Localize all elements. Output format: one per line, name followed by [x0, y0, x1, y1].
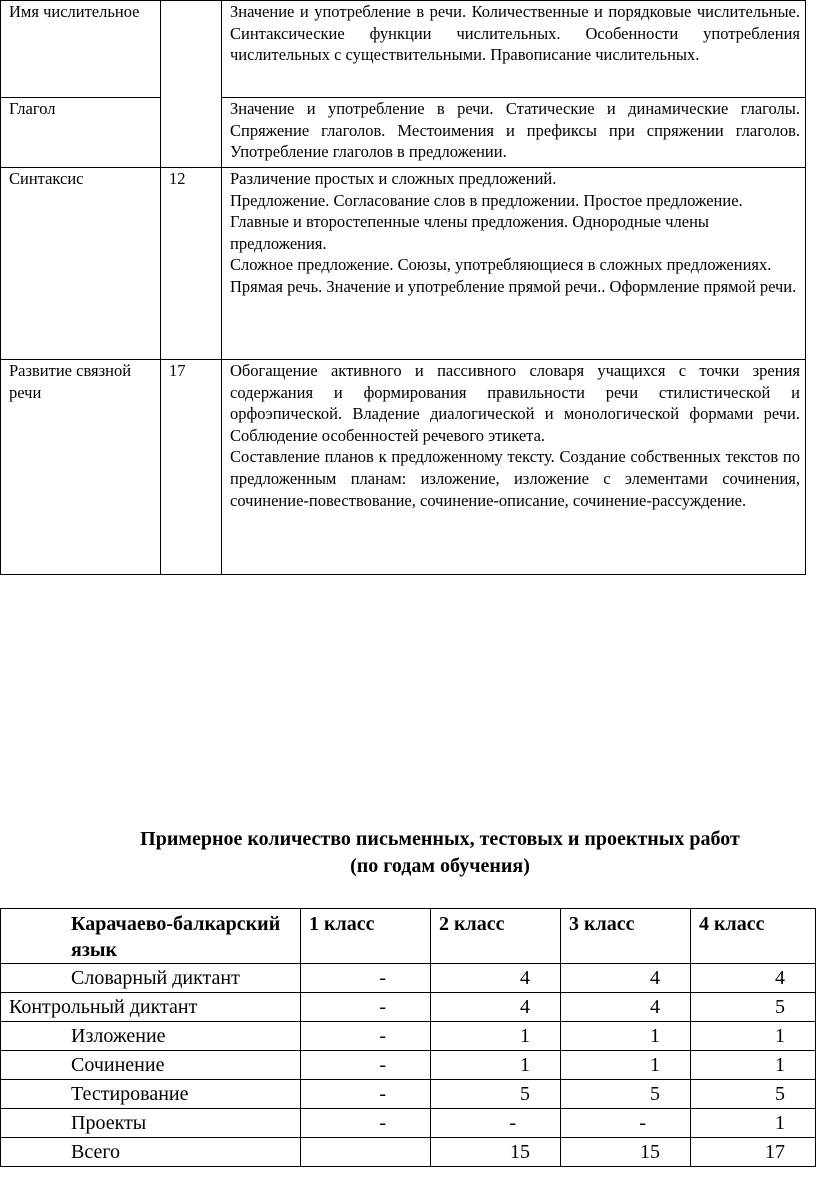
table-cell: 1 [691, 1051, 816, 1080]
content-paragraph: Прямая речь. Значение и употребление прямой речи.. Оформление прямой речи. [230, 276, 797, 296]
topic-cell: Синтаксис [1, 168, 161, 360]
table-cell: 1 [561, 1022, 691, 1051]
topic-cell: Глагол [1, 98, 161, 168]
works-table [0, 908, 816, 1167]
table-cell: 17 [691, 1138, 816, 1167]
row-label: Сочинение [1, 1051, 301, 1080]
heading-line: Примерное количество письменных, тестовых и проектных работ [140, 828, 740, 850]
content-paragraph: Обогащение активного и пассивного словаря учащихся с точки зрения содержания и формирования правильности речи стилистической и орфоэпической. Владение диалогической и монологической формами речи. Соблюдение особенностей речевого этикета. [230, 361, 800, 445]
row-label: Всего [1, 1138, 301, 1167]
table-cell: - [301, 964, 431, 993]
table-cell: 4 [561, 964, 691, 993]
table-row [1, 1109, 816, 1138]
table-cell: 1 [431, 1051, 561, 1080]
topic-cell: Развитие связной речи [1, 360, 161, 575]
table-row [1, 360, 806, 575]
table-row [1, 993, 816, 1022]
column-header: 3 класс [561, 909, 691, 964]
table-cell: 15 [561, 1138, 691, 1167]
column-header: 4 класс [691, 909, 816, 964]
hours-cell [161, 1, 222, 168]
table-row [1, 1080, 816, 1109]
column-header-label: Карачаево-балкарский язык [71, 913, 281, 961]
table-cell: 4 [691, 964, 816, 993]
content-paragraph: Сложное предложение. Союзы, употребляющиеся в сложных предложениях. [230, 255, 772, 275]
table-cell: - [431, 1109, 561, 1138]
content-paragraph: Значение и употребление в речи. Количественные и порядковые числительные. Синтаксические функции числительных. Особенности употребления числительных с существительными. Правописание числительных. [230, 2, 800, 65]
content-cell [222, 168, 806, 360]
table-cell: 1 [691, 1022, 816, 1051]
table-header-row [1, 909, 816, 964]
section-heading [40, 826, 816, 880]
column-header: 2 класс [431, 909, 561, 964]
table-cell: - [301, 993, 431, 1022]
table-cell: 4 [431, 964, 561, 993]
table-cell: 4 [561, 993, 691, 1022]
content-paragraph: Составление планов к предложенному тексту. Создание собственных текстов по предложенным планам: изложение, изложение с элементами сочинения, сочинение-повествование, сочинение-описание, сочинение-рассуждение. [230, 447, 800, 510]
table-cell: 1 [691, 1109, 816, 1138]
row-label: Контрольный диктант [1, 993, 301, 1022]
hours-cell: 17 [161, 360, 222, 575]
table-cell: - [301, 1080, 431, 1109]
table-row [1, 1022, 816, 1051]
table-cell: 1 [561, 1051, 691, 1080]
content-paragraph: Значение и употребление в речи. Статические и динамические глаголы. Спряжение глаголов. Местоимения и префиксы при спряжении глаголов. Употребление глаголов в предложении. [230, 99, 800, 162]
table-row [1, 1, 806, 98]
table-cell: 4 [431, 993, 561, 1022]
table-cell: - [301, 1022, 431, 1051]
row-label: Тестирование [1, 1080, 301, 1109]
heading-line: (по годам обучения) [350, 855, 530, 877]
topics-table [0, 0, 806, 575]
table-row [1, 1138, 816, 1167]
table-cell: - [561, 1109, 691, 1138]
column-header [1, 909, 301, 964]
topic-cell: Имя числительное [1, 1, 161, 98]
table-row [1, 168, 806, 360]
table-cell: 5 [691, 993, 816, 1022]
hours-cell: 12 [161, 168, 222, 360]
table-row [1, 98, 806, 168]
table-cell [301, 1138, 431, 1167]
row-label: Проекты [1, 1109, 301, 1138]
table-row [1, 964, 816, 993]
column-header: 1 класс [301, 909, 431, 964]
row-label: Изложение [1, 1022, 301, 1051]
content-cell [222, 360, 806, 575]
content-paragraph: Предложение. Согласование слов в предложении. Простое предложение. Главные и второстепенные члены предложения. Однородные члены предложения. [230, 190, 743, 253]
table-cell: 1 [431, 1022, 561, 1051]
table-row [1, 1051, 816, 1080]
table-cell: - [301, 1051, 431, 1080]
table-cell: 5 [431, 1080, 561, 1109]
content-paragraph: Различение простых и сложных предложений. [230, 169, 557, 188]
table-cell: 5 [561, 1080, 691, 1109]
content-cell [222, 1, 806, 98]
table-cell: 5 [691, 1080, 816, 1109]
table-cell: - [301, 1109, 431, 1138]
table-cell: 15 [431, 1138, 561, 1167]
content-cell [222, 98, 806, 168]
row-label: Словарный диктант [1, 964, 301, 993]
